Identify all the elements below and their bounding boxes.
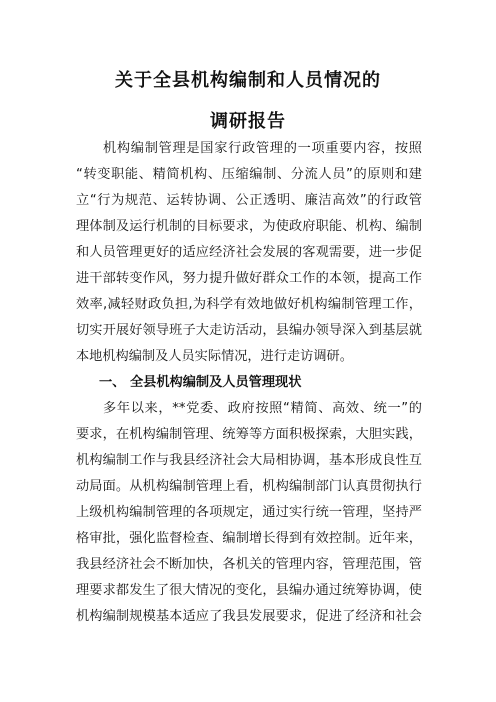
paragraph-1-line: 立“行为规范、运转协调、公正透明、廉洁高效”的行政管 <box>76 193 422 208</box>
document-title: 关于全县机构编制和人员情况的 <box>115 70 381 91</box>
paragraph-1-line: 进干部转变作风，努力提升做好群众工作的本领，提高工作 <box>76 271 422 286</box>
paragraph-2-line: 上级机构编制管理的各项规定，通过实行统一管理，坚持严 <box>76 505 422 520</box>
paragraph-1-line: 效率,减轻财政负担,为科学有效地做好机构编制管理工作， <box>76 297 422 312</box>
paragraph-2-line: 机构编制规模基本适应了我县发展要求，促进了经济和社会 <box>76 609 422 624</box>
paragraph-2-line: 机构编制工作与我县经济社会大局相协调，基本形成良性互 <box>76 453 422 468</box>
paragraph-1-line: “转变职能、精简机构、压缩编制、分流人员”的原则和建 <box>76 167 422 182</box>
paragraph-1-line: 理体制及运行机制的目标要求，为使政府职能、机构、编制 <box>76 219 422 234</box>
paragraph-2-line: 要求，在机构编制管理、统筹等方面积极探索，大胆实践， <box>76 427 422 442</box>
paragraph-2-line: 格审批，强化监督检查、编制增长得到有效控制。近年来， <box>76 531 422 546</box>
section-heading: 一、 全县机构编制及人员管理现状 <box>99 375 302 390</box>
document-subtitle: 调研报告 <box>210 111 286 132</box>
paragraph-1-line: 切实开展好领导班子大走访活动，县编办领导深入到基层就 <box>76 323 422 338</box>
paragraph-1-line: 和人员管理更好的适应经济社会发展的客观需要，进一步促 <box>76 245 422 260</box>
paragraph-2-line: 理要求都发生了很大情况的变化，县编办通过统筹协调，使 <box>76 583 422 598</box>
paragraph-1-line: 机构编制管理是国家行政管理的一项重要内容，按照 <box>103 141 422 156</box>
paragraph-1-line: 本地机构编制及人员实际情况，进行走访调研。 <box>76 349 353 364</box>
paragraph-2-line: 多年以来，**党委、政府按照“精简、高效、统一”的 <box>103 401 422 416</box>
paragraph-2-line: 动局面。从机构编制管理上看，机构编制部门认真贯彻执行 <box>76 479 422 494</box>
paragraph-2-line: 我县经济社会不断加快，各机关的管理内容，管理范围，管 <box>76 557 422 572</box>
